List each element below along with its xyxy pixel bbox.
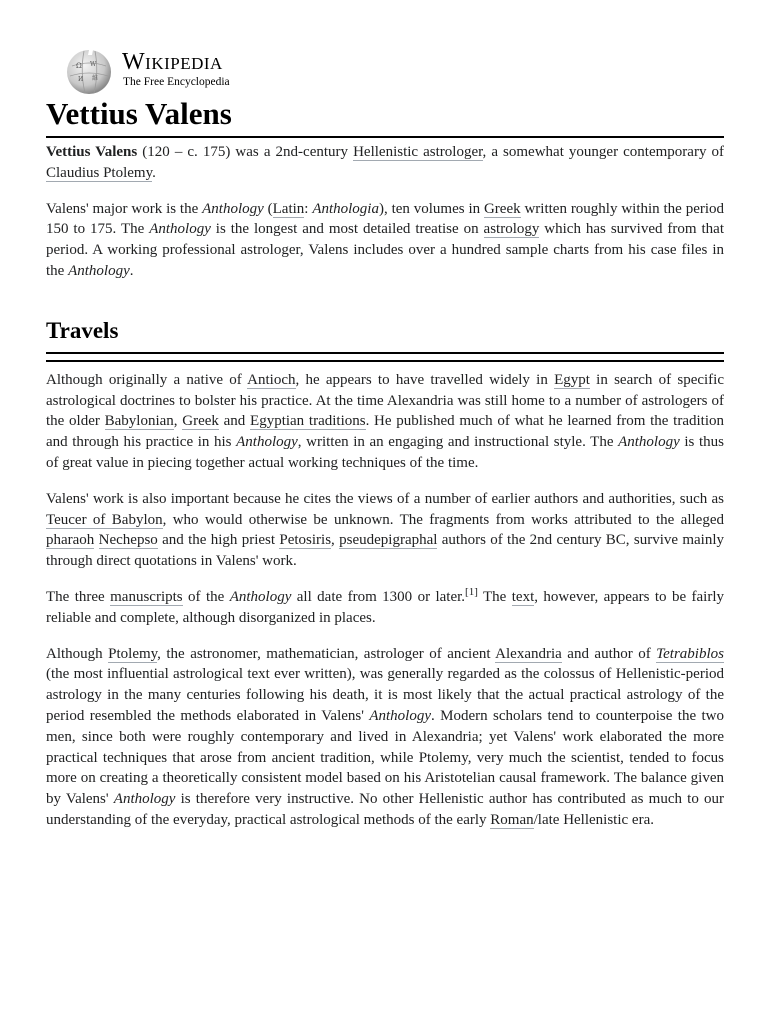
wikipedia-logo[interactable] xyxy=(64,46,254,96)
link-pseudepigraphal[interactable]: pseudepigraphal xyxy=(339,532,438,549)
link-egypt[interactable]: Egypt xyxy=(554,371,590,388)
link-pharaoh[interactable]: pharaoh xyxy=(46,532,95,549)
link-petosiris[interactable]: Petosiris xyxy=(279,532,332,549)
svg-text:維: 維 xyxy=(92,75,99,82)
intro-paragraph: Vettius Valens (120 – c. 175) was a 2nd-century Hellenistic astrologer, a somewhat younger contemporary of Claudius Ptolemy. xyxy=(46,144,725,181)
link-text[interactable]: text xyxy=(511,588,535,605)
link-teucer-of-babylon[interactable]: Teucer of Babylon xyxy=(46,511,163,528)
section-heading-travels: Travels xyxy=(46,317,119,343)
link-babylonian[interactable]: Babylonian xyxy=(104,413,174,430)
link-hellenistic-astrologer[interactable]: Hellenistic astrologer xyxy=(353,144,483,160)
section-divider xyxy=(46,352,724,362)
link-antioch[interactable]: Antioch xyxy=(247,371,296,388)
svg-text:W: W xyxy=(90,61,97,68)
link-tetrabiblos[interactable]: Tetrabiblos xyxy=(656,645,724,662)
wordmark: Wikipedia xyxy=(122,49,223,75)
svg-text:Ω: Ω xyxy=(76,62,82,70)
citation-ref-1[interactable]: [1] xyxy=(465,585,478,598)
svg-text:И: И xyxy=(78,76,84,83)
link-manuscripts[interactable]: manuscripts xyxy=(110,588,183,605)
puzzle-globe-icon xyxy=(64,46,114,96)
travels-paragraph-3: The three manuscripts of the Anthology all date from 1300 or later.[1] The text, however, appears to be fairly reliable and complete, although disorganized in places. xyxy=(46,585,724,626)
link-greek-2[interactable]: Greek xyxy=(182,413,219,430)
link-egyptian-traditions[interactable]: Egyptian traditions xyxy=(250,413,366,430)
link-latin[interactable]: Latin xyxy=(272,200,305,217)
link-astrology[interactable]: astrology xyxy=(483,221,540,238)
link-ptolemy[interactable]: Ptolemy xyxy=(108,645,158,662)
subject-name: Vettius Valens xyxy=(46,144,138,160)
travels-paragraph-4: Although Ptolemy, the astronomer, mathematician, astrologer of ancient Alexandria and author of Tetrabiblos (the most influential astrological text ever written), was generally regarded as the colossus of Hellenistic-period astrology in the many centuries following his death, it is most likely that the actual practical astrology of the period resembled the methods elaborated in Valens' Anthology. Modern scholars tend to counterpoise the two men, since both were roughly contemporary and lived in Alexandria; yet Valens' work elaborated the more practical techniques that arose from ancient tradition, while Ptolemy, very much the scientist, tended to focus more on creating a theoretically consistent model based on his Aristotelian causal framework. The balance given by Valens' Anthology is therefore very instructive. No other Hellenistic author has contributed as much to our understanding of the everyday, practical astrological methods of the early Roman/late Hellenistic era. xyxy=(46,645,724,828)
link-claudius-ptolemy[interactable]: Claudius Ptolemy xyxy=(46,164,153,181)
major-work-paragraph: Valens' major work is the Anthology (Latin: Anthologia), ten volumes in Greek written roughly within the period 150 to 175. The Anthology is the longest and most detailed treatise on astrology which has survived from that period. A working professional astrologer, Valens includes over a hundred sample charts from his case files in the Anthology. xyxy=(46,200,725,279)
page-title: Vettius Valens xyxy=(46,96,232,131)
tagline: The Free Encyclopedia xyxy=(123,76,230,88)
travels-paragraph-2: Valens' work is also important because he cites the views of a number of earlier authors and authorities, such as Teucer of Babylon, who would otherwise be unknown. The fragments from works attributed to the alleged pharaoh Nechepso and the high priest Petosiris, pseudepigraphal authors of the 2nd century BC, survive mainly through direct quotations in Valens' work. xyxy=(46,490,725,570)
article-body xyxy=(46,142,724,846)
title-divider xyxy=(46,136,724,138)
link-alexandria[interactable]: Alexandria xyxy=(495,645,562,662)
link-roman[interactable]: Roman xyxy=(490,811,534,828)
travels-paragraph-1: Although originally a native of Antioch, he appears to have travelled widely in Egypt in search of specific astrological doctrines to bolster his practice. At the time Alexandria was still home to a number of astrologers of the older Babylonian, Greek and Egyptian traditions. He published much of what he learned from the tradition and through his practice in his Anthology, written in an engaging and instructional style. The Anthology is thus of great value in piecing together actual working techniques of the time. xyxy=(46,371,725,471)
link-nechepso[interactable]: Nechepso xyxy=(98,532,158,549)
link-greek[interactable]: Greek xyxy=(483,200,521,217)
